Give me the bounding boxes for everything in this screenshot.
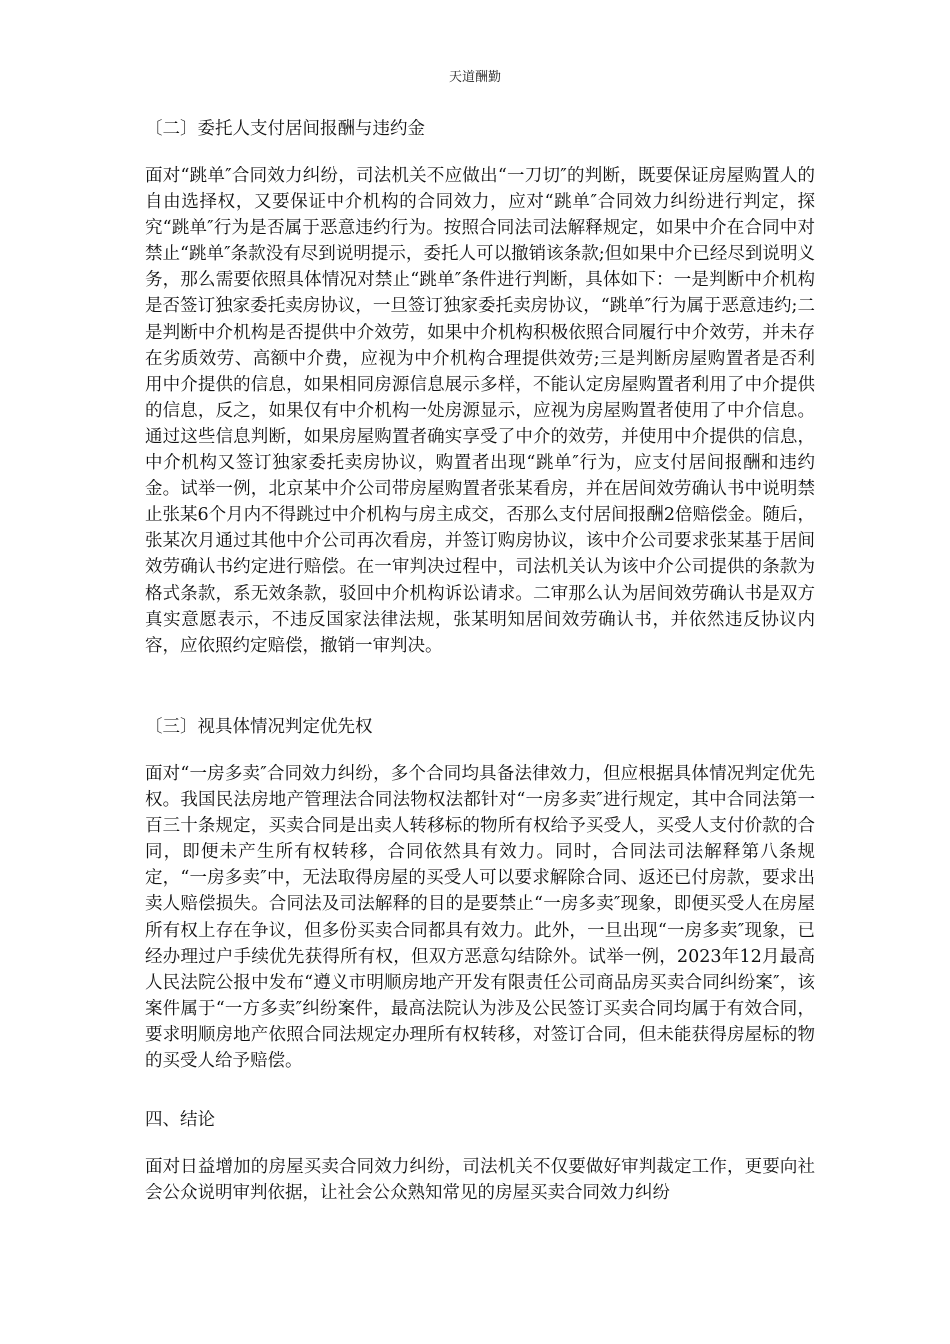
paragraph-commission: 面对“跳单″合同效力纠纷，司法机关不应做出“一刀切″的判断，既要保证房屋购置人的自由选择权，又要保证中介机构的合同效力，应对“跳单″合同效力纠纷进行判定，探究“跳单″行为是否属于恶意违约行为。按照合同法司法解释规定，如果中介在合同中对禁止“跳单″条款没有尽到说明提示，委托人可以撤销该条款;但如果中介已经尽到说明义务，那么需要依照具体情况对禁止“跳单″条件进行判断，具体如下：一是判断中介机构是否签订独家委托卖房协议，一旦签订独家委托卖房协议，“跳单″行为属于恶意违约;二是判断中介机构是否提供中介效劳，如果中介机构积极依照合同履行中介效劳，并未存在劣质效劳、高额中介费，应视为中介机构合理提供效劳;三是判断房屋购置者是否利用中介提供的信息，如果相同房源信息展示多样，不能认定房屋购置者利用了中介提供的信息，反之，如果仅有中介机构一处房源显示，应视为房屋购置者使用了中介信息。通过这些信息判断，如果房屋购置者确实享受了中介的效劳，并使用中介提供的信息，中介机构又签订独家委托卖房协议，购置者出现“跳单″行为，应支付居间报酬和违约金。试举一例，北京某中介公司带房屋购置者张某看房，并在居间效劳确认书中说明禁止张某6个月内不得跳过中介机构与房主成交，否那么支付居间报酬2倍赔偿金。随后，张某次月通过其他中介公司再次看房，并签订购房协议，该中介公司要求张某基于居间效劳确认书约定进行赔偿。在一审判决过程中，司法机关认为该中介公司提供的条款为格式条款，系无效条款，驳回中介机构诉讼请求。二审那么认为居间效劳确认书是双方真实意愿表示，不违反国家法律法规，张某明知居间效劳确认书，并依然违反协议内容，应依照约定赔偿，撤销一审判决。 — [145, 166, 815, 656]
page-header: 天道酬勤 — [448, 70, 501, 85]
paragraph-priority: 面对“一房多卖″合同效力纠纷，多个合同均具备法律效力，但应根据具体情况判定优先权。我国民法房地产管理法合同法物权法都针对“一房多卖″进行规定，其中合同法第一百三十条规定，买卖合同是出卖人转移标的物所有权给予买受人，买受人支付价款的合同，即便未产生所有权转移，合同依然具有效力。同时，合同法司法解释第八条规定，“一房多卖″中，无法取得房屋的买受人可以要求解除合同、返还已付房款，要求出卖人赔偿损失。合同法及司法解释的目的是要禁止“一房多卖″现象，即便买受人在房屋所有权上存在争议，但多份买卖合同都具有效力。此外，一旦出现“一房多卖″现象，已经办理过户手续优先获得所有权，但双方恶意勾结除外。试举一例，2023年12月最高人民法院公报中发布“遵义市明顺房地产开发有限责任公司商品房买卖合同纠纷案″，该案件属于“一方多卖″纠纷案件，最高法院认为涉及公民签订买卖合同均属于有效合同，要求明顺房地产依照合同法规定办理所有权转移，对签订合同，但未能获得房屋标的物的买受人给予赔偿。 — [145, 764, 815, 1072]
section-heading-priority: 〔三〕视具体情况判定优先权 — [145, 717, 373, 737]
paragraph-conclusion: 面对日益增加的房屋买卖合同效力纠纷，司法机关不仅要做好审判裁定工作，更要向社会公众说明审判依据，让社会公众熟知常见的房屋买卖合同效力纠纷 — [145, 1157, 815, 1204]
section-heading-commission: 〔二〕委托人支付居间报酬与违约金 — [145, 119, 425, 139]
section-heading-conclusion: 四、结论 — [145, 1110, 215, 1130]
